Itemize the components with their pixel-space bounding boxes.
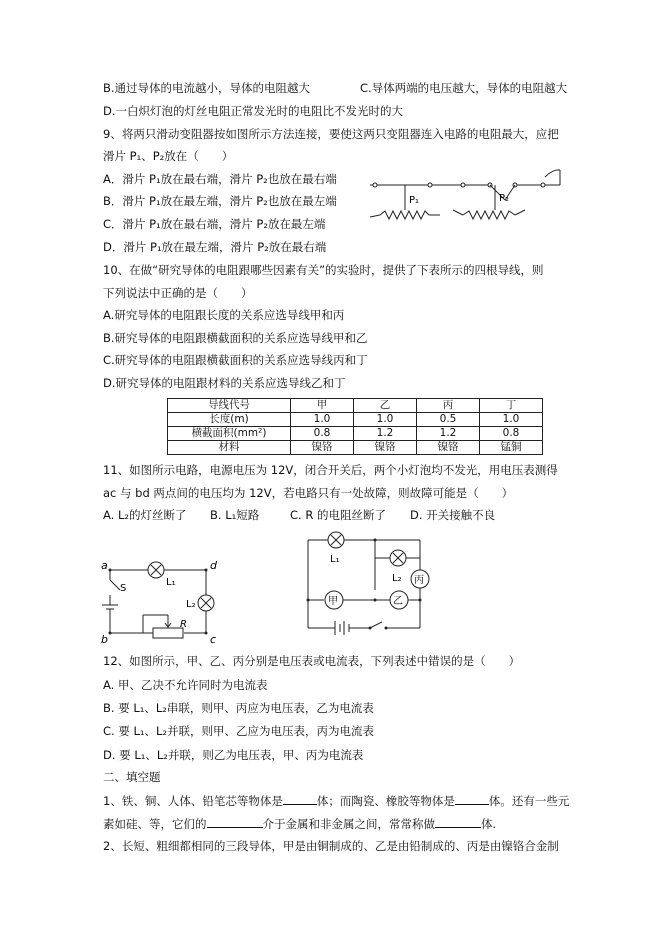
table-cell: 长度(m) [168,413,291,427]
q10-option-c: C.研究导体的电阻跟横截面积的关系应选导线丙和丁 [103,353,368,367]
q11-label-r: R [180,619,187,630]
table-row [168,399,543,413]
q12-label-l1: L₁ [330,554,340,565]
q11-stem-line2: ac 与 bd 两点间的电压均为 12V，若电路只有一处故障，则故障可能是（ ） [103,486,514,500]
q11-label-l1: L₁ [166,577,176,588]
q9-option-c: C．滑片 P₁放在最右端，滑片 P₂放在最左端 [103,217,326,231]
q1-line2-part3: 体. [481,817,497,831]
q8-option-b: B.通过导体的电流越小，导体的电阻越大 [103,81,311,95]
table-cell: 镍铬 [354,441,417,455]
table-header-cell: 甲 [291,399,354,413]
table-cell: 0.8 [480,427,543,441]
table-row [168,441,543,455]
q12-option-a: A. 甲、乙决不允许同时为电流表 [103,678,268,692]
q11-label-c: c [210,633,217,645]
table-row [168,413,543,427]
table-cell: 镍铬 [291,441,354,455]
table-row [168,427,543,441]
q11-label-a: a [101,559,108,572]
section2-q2-line1: 2、长短、粗细都相同的三段导体，甲是由铜制成的、乙是由铅制成的、丙是由镍铬合金制 [103,839,559,853]
q1-text-part1: 1、铁、铜、人体、铅笔芯等物体是 [103,794,283,808]
q11-label-d: d [210,559,217,572]
table-cell: 0.8 [291,427,354,441]
q11-option-b: B. L₁短路 [210,508,260,522]
table-cell: 1.0 [354,413,417,427]
q1-text-part3: 体。还有一些元 [488,794,570,808]
section2-q1-line2 [103,815,496,832]
table-cell: 1.2 [417,427,480,441]
q9-option-b: B．滑片 P₁放在最左端，滑片 P₂也放在最左端 [103,194,337,208]
q10-option-d: D.研究导体的电阻跟材料的关系应选导线乙和丁 [103,376,346,390]
q10-stem-line2: 下列说法中正确的是（ ） [103,286,253,300]
q9-stem-line2: 滑片 P₁、P₂放在（ ） [103,149,234,163]
q12-option-d: D. 要 L₁、L₂并联，则乙为电压表，甲、丙为电流表 [103,748,364,762]
q12-label-yi: 乙 [393,596,403,607]
table-cell: 横截面积(mm²) [168,427,291,441]
q9-label-p2: P₂ [499,193,510,204]
table-cell: 1.0 [291,413,354,427]
section2-q1-line1 [103,792,569,809]
q12-option-b: B. 要 L₁、L₂串联，则甲、丙应为电压表，乙为电流表 [103,701,374,715]
q11-label-s: S [120,583,127,594]
table-header-cell: 丁 [480,399,543,413]
q9-option-d: D．滑片 P₁放在最左端，滑片 P₂放在最右端 [103,240,327,254]
q1-line2-part1: 素如硅、等，它们的 [103,817,207,831]
q12-label-l2: L₂ [392,573,402,584]
table-header-cell: 乙 [354,399,417,413]
q12-stem: 12、如图所示，甲、乙、丙分别是电压表或电流表，下列表述中错误的是（ ） [103,654,521,668]
q11-option-c: C. R 的电阻丝断了 [290,508,386,522]
q12-label-jia: 甲 [328,596,338,607]
q11-option-d: D. 开关接触不良 [410,508,496,522]
table-header-cell: 导线代号 [168,399,291,413]
q9-option-a: A．滑片 P₁放在最右端，滑片 P₂也放在最右端 [103,172,337,186]
q8-option-d: D.一白炽灯泡的灯丝电阻正常发光时的电阻比不发光时的大 [103,104,404,118]
q11-circuit-diagram [98,555,228,645]
q10-option-a: A.研究导体的电阻跟长度的关系应选导线甲和丙 [103,308,345,322]
q9-stem-line1: 9、将两只滑动变阻器按如图所示方法连接，要使这两只变阻器连入电路的电阻最大，应把 [103,127,559,141]
q11-label-b: b [101,633,108,645]
table-cell: 材料 [168,441,291,455]
q9-rheostat-diagram [365,165,565,225]
q12-circuit-diagram [300,528,440,643]
q10-stem-line1: 10、在做“研究导体的电阻跟哪些因素有关”的实验时，提供了下表所示的四根导线，则 [103,263,544,277]
q11-label-l2: L₂ [186,599,196,610]
q9-label-p1: P₁ [409,195,420,206]
table-header-cell: 丙 [417,399,480,413]
table-cell: 镍铬 [417,441,480,455]
table-cell: 1.0 [480,413,543,427]
blank-4[interactable] [435,815,481,828]
q8-option-c: C.导体两端的电压越大，导体的电阻越大 [360,81,568,95]
table-cell: 0.5 [417,413,480,427]
q12-label-bing: 丙 [414,575,424,586]
blank-3[interactable] [207,815,263,828]
q11-stem-line1: 11、如图所示电路，电源电压为 12V，闭合开关后，两个小灯泡均不发光，用电压表测得 [103,463,558,477]
section2-title: 二、填空题 [103,770,161,784]
table-cell: 锰铜 [480,441,543,455]
q10-wire-table [167,398,543,455]
q10-option-b: B.研究导体的电阻跟横截面积的关系应选导线甲和乙 [103,331,368,345]
q11-option-a: A. L₂的灯丝断了 [103,508,187,522]
blank-2[interactable] [455,792,489,805]
q1-line2-part2: 介于金属和非金属之间，常常称做 [262,817,435,831]
q12-option-c: C. 要 L₁、L₂并联，则甲、乙应为电压表，丙为电流表 [103,724,375,738]
q1-text-part2: 体；而陶瓷、橡胶等物体是 [316,794,455,808]
blank-1[interactable] [283,792,317,805]
table-cell: 1.2 [354,427,417,441]
